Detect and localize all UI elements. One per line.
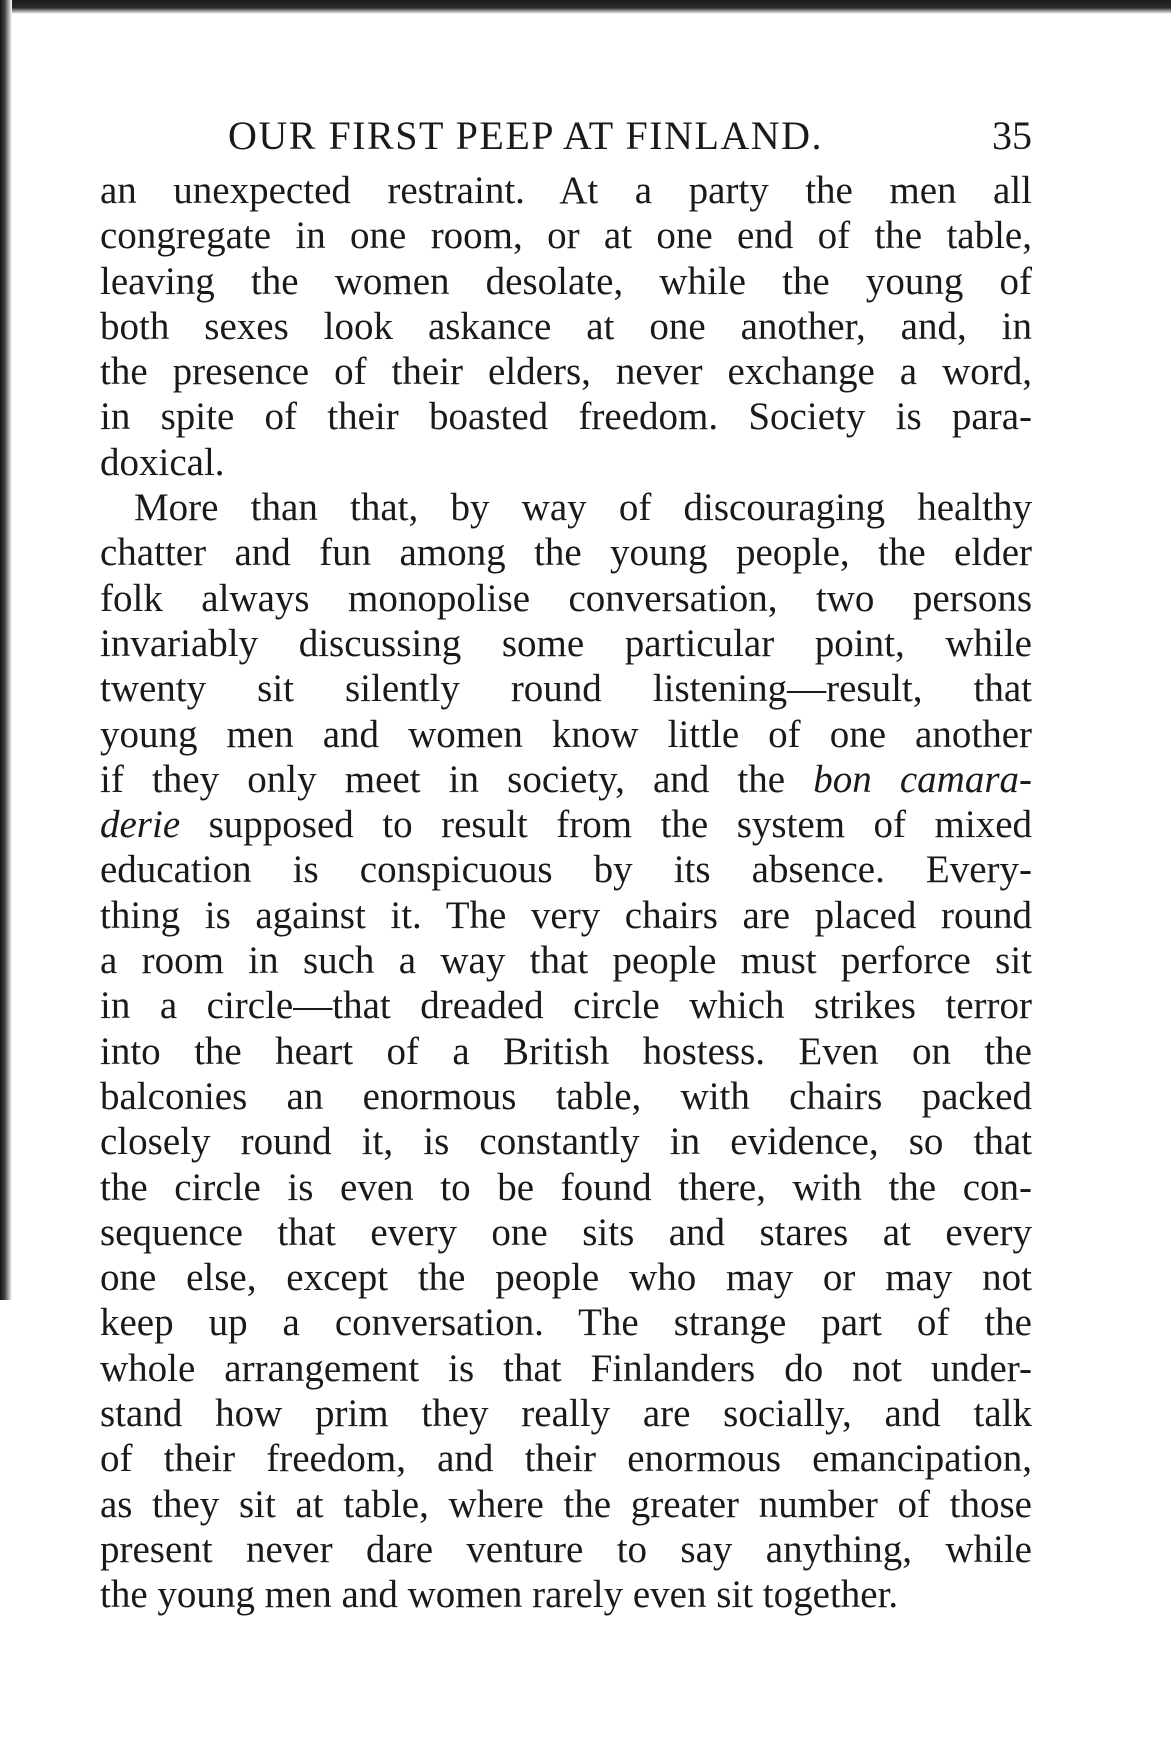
scan-left-edge	[0, 0, 12, 1300]
text-line: in spite of their boasted freedom. Society is para-	[100, 395, 1032, 439]
text-line: closely round it, is constantly in evidence, so that	[100, 1120, 1032, 1164]
text-line: the circle is even to be found there, with the con-	[100, 1165, 1032, 1209]
text-line: the young men and women rarely even sit together.	[100, 1573, 899, 1617]
text-line: an unexpected restraint. At a party the men all	[100, 169, 1032, 212]
text-line: doxical.	[100, 440, 225, 484]
text-line: whole arrangement is that Finlanders do not under-	[100, 1346, 1032, 1390]
page-number: 35	[992, 113, 1032, 158]
text-line-with-italic	[100, 757, 1032, 802]
text-line: chatter and fun among the young people, the elder	[100, 531, 1032, 575]
text-line: of their freedom, and their enormous emancipation,	[100, 1437, 1032, 1481]
text-line: folk always monopolise conversation, two persons	[100, 576, 1032, 620]
text-segment: supposed to result from the system of mixed	[180, 803, 1032, 847]
text-line: education is conspicuous by its absence. Every-	[100, 848, 1032, 892]
text-line: both sexes look askance at one another, and, in	[100, 304, 1032, 348]
text-line: as they sit at table, where the greater number of those	[100, 1482, 1032, 1526]
text-segment: if they only meet in society, and the	[100, 757, 814, 801]
text-line: young men and women know little of one another	[100, 712, 1032, 756]
scan-top-edge	[0, 0, 1171, 14]
text-line: balconies an enormous table, with chairs packed	[100, 1074, 1032, 1118]
text-line: sequence that every one sits and stares at every	[100, 1210, 1032, 1254]
text-line: invariably discussing some particular point, while	[100, 621, 1032, 665]
text-line: thing is against it. The very chairs are placed round	[100, 893, 1032, 937]
text-line: More than that, by way of discouraging healthy	[134, 486, 1032, 530]
text-line: stand how prim they really are socially, and talk	[100, 1392, 1032, 1436]
text-line: keep up a conversation. The strange part of the	[100, 1301, 1032, 1345]
body-text	[100, 168, 1032, 1618]
text-line: one else, except the people who may or may not	[100, 1256, 1032, 1300]
italic-phrase: bon camara-	[813, 757, 1033, 801]
text-line: the presence of their elders, never exchange a word,	[100, 350, 1032, 394]
running-head-title: OUR FIRST PEEP AT FINLAND.	[228, 113, 824, 158]
text-line: leaving the women desolate, while the young of	[100, 259, 1032, 303]
text-line: present never dare venture to say anything, while	[100, 1527, 1032, 1571]
text-line: into the heart of a British hostess. Even on the	[100, 1029, 1032, 1073]
text-line-with-italic	[100, 802, 1032, 847]
text-line: in a circle—that dreaded circle which strikes terror	[100, 984, 1032, 1028]
text-line: congregate in one room, or at one end of the table,	[100, 214, 1032, 258]
text-line: twenty sit silently round listening—result, that	[100, 667, 1032, 711]
text-line: a room in such a way that people must perforce sit	[100, 939, 1032, 983]
running-head	[100, 112, 1032, 172]
italic-phrase: derie	[100, 803, 181, 847]
